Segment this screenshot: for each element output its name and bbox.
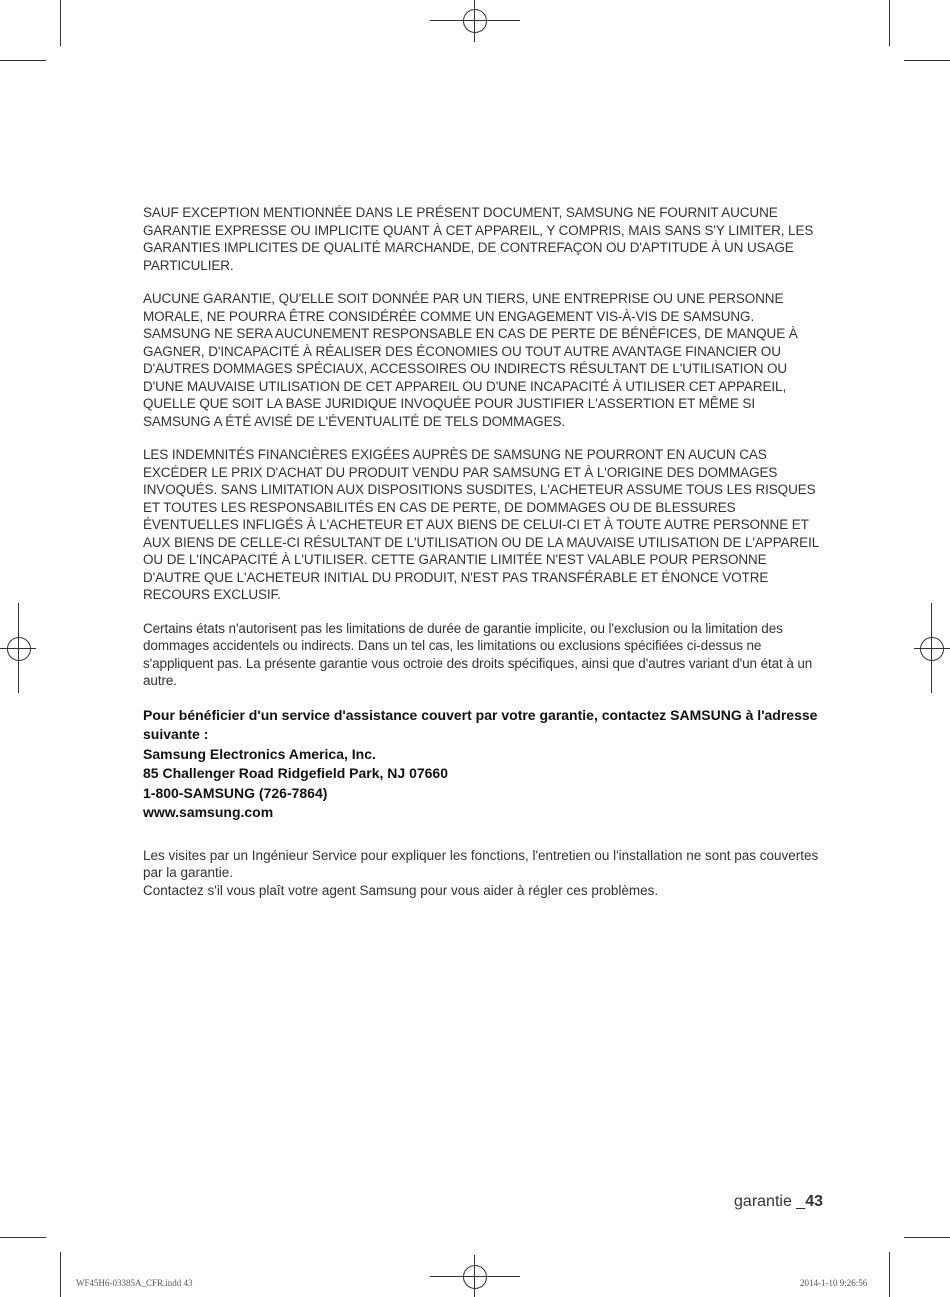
crop-mark-top-right-horizontal: [904, 60, 950, 61]
crop-mark-bottom-right-horizontal: [904, 1237, 950, 1238]
contact-address: 85 Challenger Road Ridgefield Park, NJ 07660: [143, 765, 449, 781]
page-footer: [734, 1193, 823, 1211]
crop-mark-top-left-horizontal: [0, 60, 46, 61]
contact-block: [143, 706, 823, 823]
contact-company: Samsung Electronics America, Inc.: [143, 745, 376, 762]
crop-mark-top-left-vertical: [60, 0, 61, 46]
paragraph-state-rights: Certains états n'autorisent pas les limitations de durée de garantie implicite, ou l'exclusion ou la limitation des dommages accidentels ou indirects. Dans un tel cas, les limitations ou exclusions spécifiées ci-dessus ne s'appliquent pas. La présente garantie vous octroie des droits spécifiques, ainsi que d'autres variant d'un état à un autre.: [143, 620, 813, 688]
warranty-text: [143, 204, 823, 899]
paragraph-liability: AUCUNE GARANTIE, QU'ELLE SOIT DONNÉE PAR UN TIERS, UNE ENTREPRISE OU UNE PERSONNE MORALE, NE POURRA ÊTRE CONSIDÉRÉE COMME UN ENGAGEMENT VIS-À-VIS DE SAMSUNG. SAMSUNG NE SERA AUCUNEMENT RESPONSABLE EN CAS DE PERTE DE BÉNÉFICES, DE MANQUE À GAGNER, D'INCAPACITÉ À RÉALISER DES ÉCONOMIES OU TOUT AUTRE AVANTAGE FINANCIER OU D'AUTRES DOMMAGES SPÉCIAUX, ACCESSOIRES OU INDIRECTS RÉSULTANT DE L'UTILISATION OU D'UNE MAUVAISE UTILISATION DE CET APPAREIL OU D'UNE INCAPACITÉ À UTILISER CET APPAREIL, QUELLE QUE SOIT LA BASE JURIDIQUE INVOQUÉE POUR JUSTIFIER L'ASSERTION ET MÊME SI SAMSUNG A ÉTÉ AVISÉ DE L'ÉVENTUALITÉ DE TELS DOMMAGES.: [143, 291, 798, 429]
footer-section-label: garantie _: [734, 1193, 806, 1210]
crop-mark-bottom-left-horizontal: [0, 1237, 46, 1238]
crop-mark-top-right-vertical: [889, 0, 890, 46]
paragraph-financial-limits: LES INDEMNITÉS FINANCIÈRES EXIGÉES AUPRÈS DE SAMSUNG NE POURRONT EN AUCUN CAS EXCÉDER LE PRIX D'ACHAT DU PRODUIT VENDU PAR SAMSUNG ET À L'ORIGINE DES DOMMAGES INVOQUÉS. SANS LIMITATION AUX DISPOSITIONS SUSDITES, L'ACHETEUR ASSUME TOUS LES RISQUES ET TOUTES LES RESPONSABILITÉS EN CAS DE PERTE, DE DOMMAGES OU DE BLESSURES ÉVENTUELLES INFLIGÉS À L'ACHETEUR ET AUX BIENS DE CELUI-CI ET À TOUTE AUTRE PERSONNE ET AUX BIENS DE CELLE-CI RÉSULTANT DE L'UTILISATION OU DE LA MAUVAISE UTILISATION DE L'APPAREIL OU DE L'INCAPACITÉ À L'UTILISER. CETTE GARANTIE LIMITÉE N'EST VALABLE POUR PERSONNE D'AUTRE QUE L'ACHETEUR INITIAL DU PRODUIT, N'EST PAS TRANSFÉRABLE ET ÉNONCE VOTRE RECOURS EXCLUSIF.: [143, 447, 819, 602]
crop-mark-bottom-right-vertical: [889, 1252, 890, 1297]
contact-phone: 1-800-SAMSUNG (726-7864): [143, 784, 328, 801]
print-slug-datetime: 2014-1-10 9:26:56: [800, 1278, 868, 1288]
paragraph-no-other-warranty: SAUF EXCEPTION MENTIONNÉE DANS LE PRÉSENT DOCUMENT, SAMSUNG NE FOURNIT AUCUNE GARANTIE EXPRESSE OU IMPLICITE QUANT À CET APPAREIL, Y COMPRIS, MAIS SANS S'Y LIMITER, LES GARANTIES IMPLICITES DE QUALITÉ MARCHANDE, DE CONTREFAÇON OU D'APTITUDE À UN USAGE PARTICULIER.: [143, 205, 814, 273]
contact-intro: Pour bénéficier d'un service d'assistance couvert par votre garantie, contactez SAMSUNG à l'adresse suivante :: [143, 706, 818, 742]
visits-contact-note: Contactez s'il vous plaît votre agent Samsung pour vous aider à régler ces problèmes.: [143, 882, 659, 898]
print-slug-file: WF45H6-03385A_CFR.indd 43: [76, 1278, 193, 1288]
crop-mark-bottom-left-vertical: [60, 1252, 61, 1297]
page-number: 43: [805, 1193, 823, 1210]
contact-website[interactable]: www.samsung.com: [143, 804, 274, 820]
visits-note: Les visites par un Ingénieur Service pour expliquer les fonctions, l'entretien ou l'installation ne sont pas couvertes par la garantie.: [143, 847, 819, 880]
